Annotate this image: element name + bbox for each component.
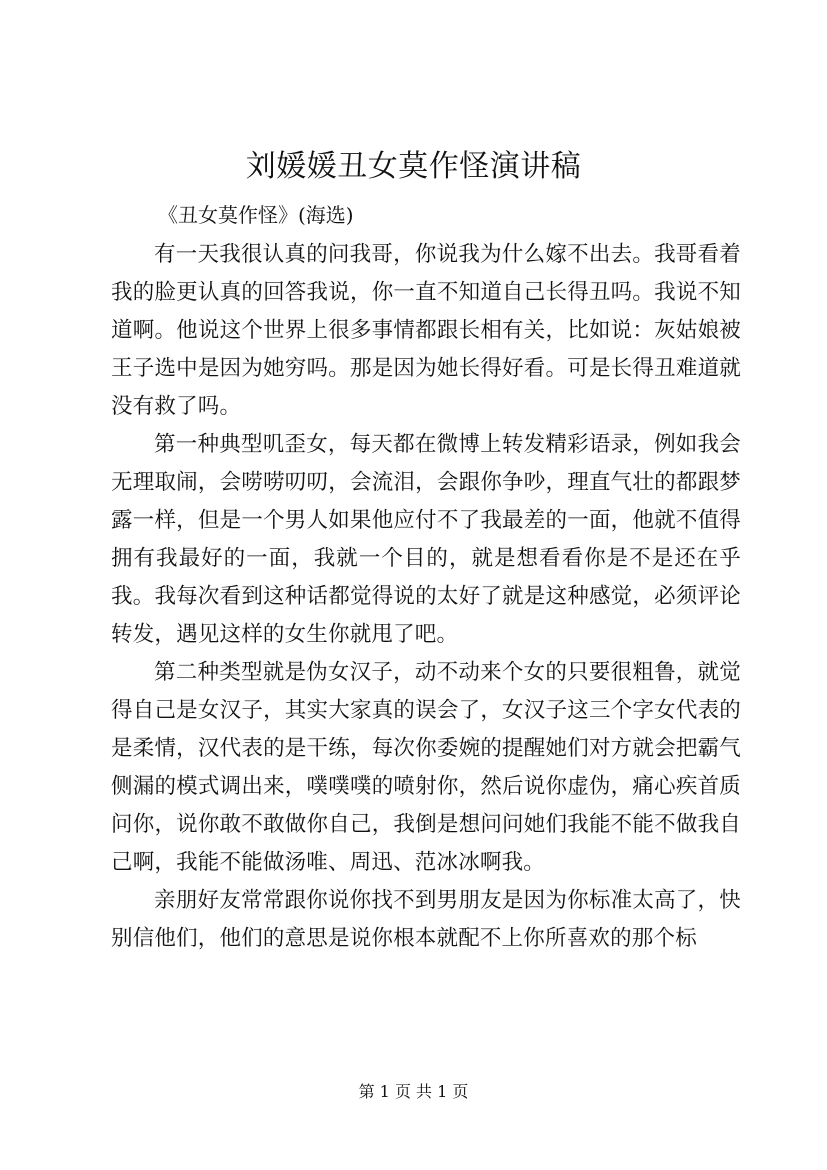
document-body bbox=[111, 236, 741, 958]
paragraph: 第二种类型就是伪女汉子，动不动来个女的只要很粗鲁，就觉得自己是女汉子，其实大家真的误会了，女汉子这三个字女代表的是柔情，汉代表的是干练，每次你委婉的提醒她们对方就会把霸气侧漏的模式调出来，噗噗噗的喷射你，然后说你虚伪，痛心疾首质问你，说你敢不敢做你自己，我倒是想问问她们我能不能不做我自己啊，我能不能做汤唯、周迅、范冰冰啊我。 bbox=[111, 660, 741, 875]
paragraph: 亲朋好友常常跟你说你找不到男朋友是因为你标准太高了，快别信他们，他们的意思是说你根本就配不上你所喜欢的那个标 bbox=[111, 888, 741, 951]
document-title: 刘媛媛丑女莫作怪演讲稿 bbox=[245, 149, 582, 184]
paragraph: 第一种典型叽歪女，每天都在微博上转发精彩语录，例如我会无理取闹，会唠唠叨叨，会流泪，会跟你争吵，理直气壮的都跟梦露一样，但是一个男人如果他应付不了我最差的一面，他就不值得拥有我最好的一面，我就一个目的，就是想看看你是不是还在乎我。我每次看到这种话都觉得说的太好了就是这种感觉，必须评论转发，遇见这样的女生你就甩了吧。 bbox=[111, 432, 741, 647]
document-subtitle: 《丑女莫作怪》(海选) bbox=[158, 203, 354, 227]
paragraph: 有一天我很认真的问我哥，你说我为什么嫁不出去。我哥看着我的脸更认真的回答我说，你一直不知道自己长得丑吗。我说不知道啊。他说这个世界上很多事情都跟长相有关，比如说：灰姑娘被王子选中是因为她穷吗。那是因为她长得好看。可是长得丑难道就没有救了吗。 bbox=[111, 242, 741, 419]
page-footer: 第 1 页 共 1 页 bbox=[358, 1082, 469, 1101]
